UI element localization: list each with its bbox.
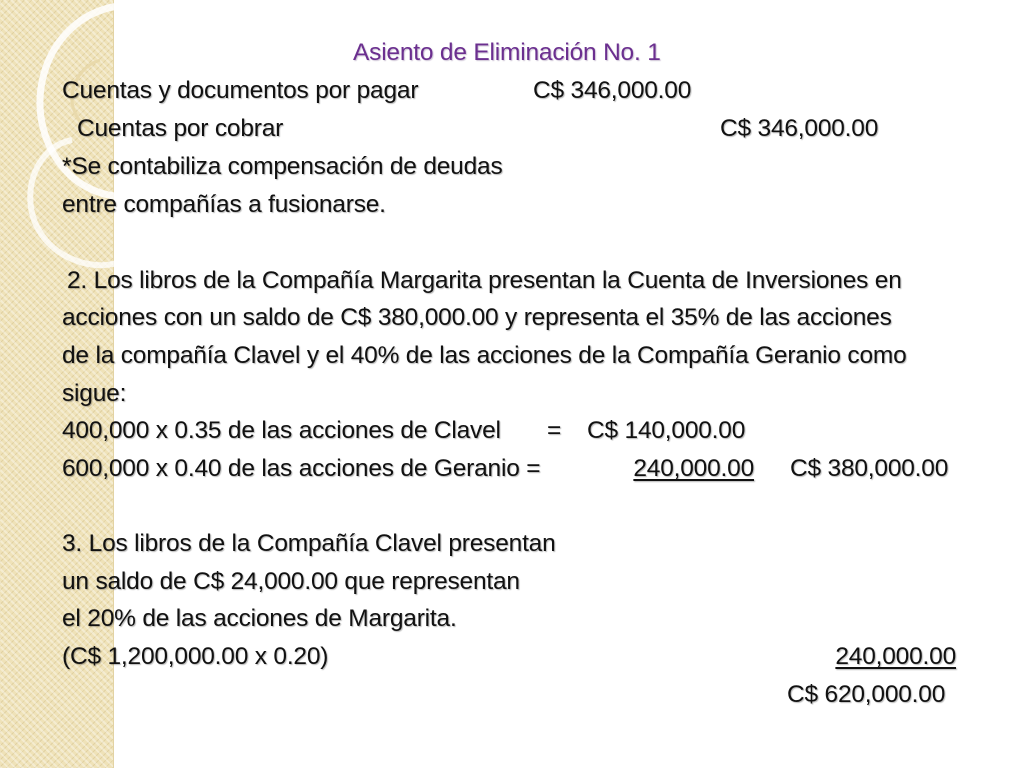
item3-line3: el 20% de las acciones de Margarita. [62,605,457,632]
credit-account: Cuentas por cobrar [77,115,284,142]
item3-line2: un saldo de C$ 24,000.00 que representan [62,568,520,595]
calc1-text: 400,000 x 0.35 de las acciones de Clavel [62,417,501,444]
item3-line1: 3. Los libros de la Compañía Clavel presentan [62,530,556,557]
calc2-amount: 240,000.00 [633,455,754,482]
credit-amount: C$ 346,000.00 [720,115,879,142]
calc2-total: C$ 380,000.00 [790,455,949,482]
item3-total: C$ 620,000.00 [787,681,946,708]
entry-note-line2: entre compañías a fusionarse. [62,191,386,218]
item2-line3: de la compañía Clavel y el 40% de las acciones de la Compañía Geranio como [62,342,907,369]
calc1-equals: = [547,417,562,444]
item2-line2: acciones con un saldo de C$ 380,000.00 y representa el 35% de las acciones [62,304,892,331]
item2-line1: 2. Los libros de la Compañía Margarita presentan la Cuenta de Inversiones en [67,267,902,294]
calc1-amount: C$ 140,000.00 [587,417,746,444]
slide-title: Asiento de Eliminación No. 1 [353,39,661,66]
debit-account: Cuentas y documentos por pagar [62,77,419,104]
item2-line4: sigue: [62,380,127,407]
item3-line4: (C$ 1,200,000.00 x 0.20) [62,643,329,670]
debit-amount: C$ 346,000.00 [533,77,692,104]
calc2-text: 600,000 x 0.40 de las acciones de Geranio = [62,455,541,482]
item3-line4-amount: 240,000.00 [835,643,956,670]
entry-note-line1: *Se contabiliza compensación de deudas [62,153,503,180]
